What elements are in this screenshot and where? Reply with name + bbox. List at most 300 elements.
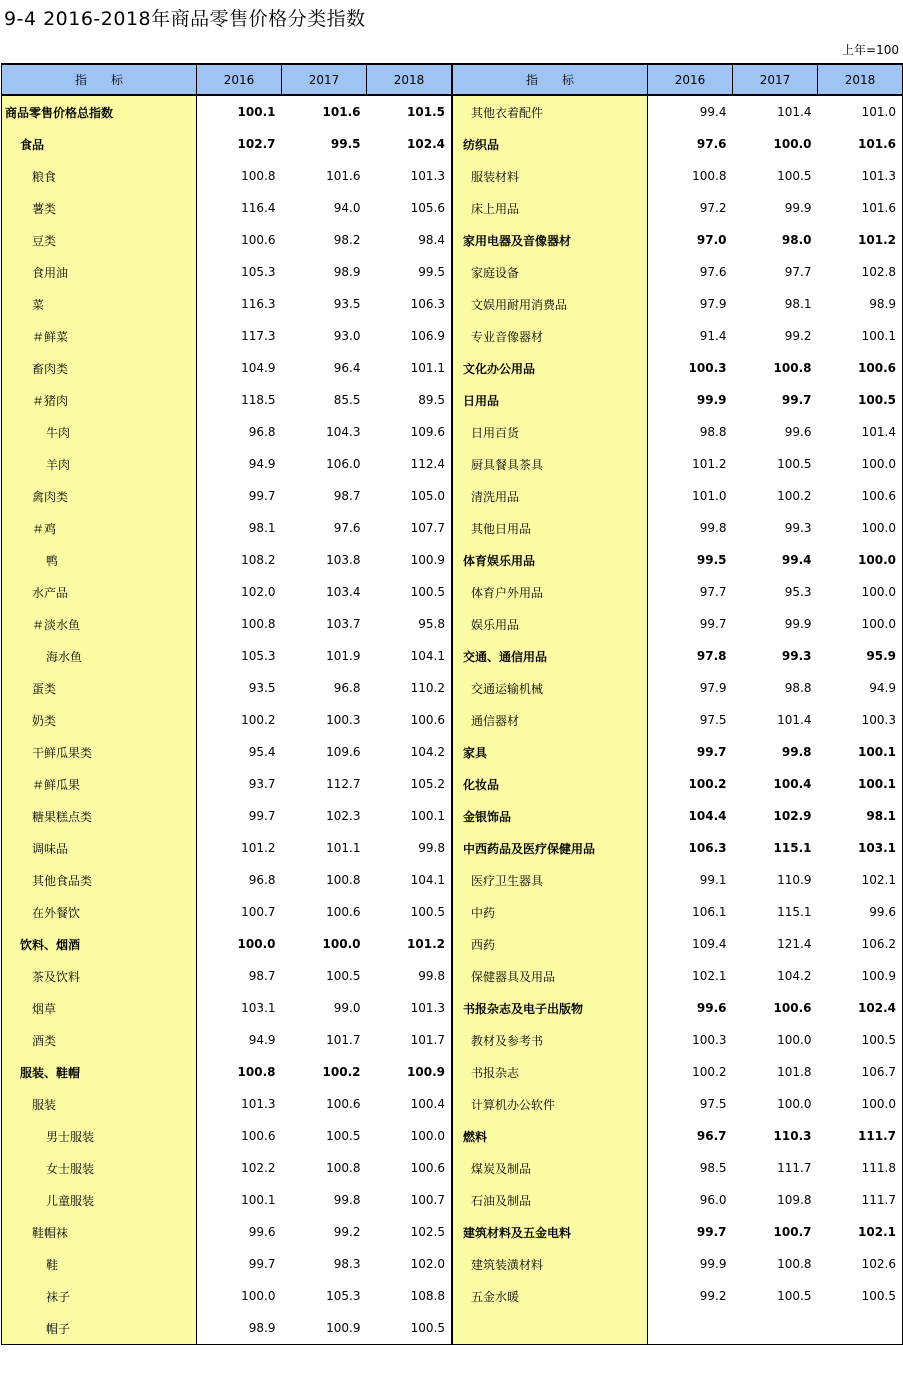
left-value-2016: 101.2 (241, 841, 276, 855)
right-value-2016: 104.4 (688, 809, 727, 823)
left-value-2018: 100.9 (367, 1056, 452, 1088)
right-indicator-name: 家具 (453, 736, 648, 768)
left-value-2017: 100.8 (326, 1161, 361, 1175)
left-value-2018: 109.6 (367, 416, 452, 448)
right-value-2018: 101.4 (818, 416, 903, 448)
left-value-2017: 105.3 (326, 1289, 361, 1303)
table-row (2, 992, 903, 1024)
left-value-2016: 108.2 (241, 553, 276, 567)
right-indicator-name: 医疗卫生器具 (453, 864, 648, 896)
left-value-2016: 98.7 (248, 969, 276, 983)
right-value-2018: 100.5 (818, 1024, 903, 1056)
left-value-2016: 100.8 (241, 169, 276, 183)
right-value-2017: 104.2 (777, 969, 812, 983)
right-value-2017: 111.7 (777, 1161, 812, 1175)
right-value-2016: 99.6 (696, 1001, 727, 1015)
right-value-2018: 100.1 (818, 736, 903, 768)
left-value-2016: 101.3 (241, 1097, 276, 1111)
left-value-2017: 96.4 (333, 361, 361, 375)
left-value-2018: 100.9 (367, 544, 452, 576)
right-value-2018: 100.0 (818, 512, 903, 544)
left-value-2017: 98.3 (333, 1257, 361, 1271)
left-indicator-name: 豆类 (2, 224, 197, 256)
right-value-2016: 100.2 (688, 777, 727, 791)
left-value-2016: 99.7 (248, 1257, 276, 1271)
left-value-2016: 96.8 (248, 425, 276, 439)
right-value-2018: 100.5 (818, 1280, 903, 1312)
left-value-2016: 99.7 (248, 489, 276, 503)
left-value-2016: 96.8 (248, 873, 276, 887)
right-indicator-name: 计算机办公软件 (453, 1088, 648, 1120)
right-value-2017: 100.5 (777, 1289, 812, 1303)
right-indicator-name: 交通、通信用品 (453, 640, 648, 672)
right-indicator-name: 服装材料 (453, 160, 648, 192)
right-value-2017: 100.8 (773, 361, 812, 375)
left-value-2016: 102.2 (241, 1161, 276, 1175)
left-value-2018: 99.8 (367, 960, 452, 992)
left-value-2017: 101.6 (326, 169, 361, 183)
table-row (2, 1024, 903, 1056)
right-value-2016: 99.9 (699, 1257, 727, 1271)
left-value-2017: 103.7 (326, 617, 361, 631)
left-value-2016: 102.0 (241, 585, 276, 599)
left-indicator-name: 粮食 (2, 160, 197, 192)
left-indicator-name: 水产品 (2, 576, 197, 608)
right-value-2017: 100.2 (777, 489, 812, 503)
left-indicator-name: ＃鸡 (2, 512, 197, 544)
right-indicator-name: 日用品 (453, 384, 648, 416)
left-value-2017: 99.2 (333, 1225, 361, 1239)
left-value-2017: 101.7 (326, 1033, 361, 1047)
left-value-2016: 94.9 (248, 1033, 276, 1047)
right-value-2018: 100.0 (818, 608, 903, 640)
table-row (2, 736, 903, 768)
left-value-2018: 112.4 (367, 448, 452, 480)
right-indicator-name: 其他日用品 (453, 512, 648, 544)
left-value-2018: 101.3 (367, 992, 452, 1024)
right-value-2017: 99.6 (784, 425, 812, 439)
left-value-2017: 102.3 (326, 809, 361, 823)
right-value-2018: 100.0 (818, 544, 903, 576)
left-value-2016: 100.8 (241, 617, 276, 631)
right-value-2017: 100.4 (773, 777, 812, 791)
left-value-2017: 104.3 (326, 425, 361, 439)
right-value-2017: 99.7 (781, 393, 812, 407)
table-row (2, 320, 903, 352)
right-indicator-name: 家庭设备 (453, 256, 648, 288)
right-value-2016: 97.6 (696, 137, 727, 151)
left-indicator-name: 食品 (2, 128, 197, 160)
left-value-2016: 94.9 (248, 457, 276, 471)
left-value-2016: 104.9 (241, 361, 276, 375)
header-2017-right: 2017 (733, 64, 818, 95)
right-value-2016: 106.1 (692, 905, 727, 919)
table-row (2, 768, 903, 800)
right-value-2016: 101.0 (692, 489, 727, 503)
left-value-2018: 101.2 (367, 928, 452, 960)
left-value-2017: 94.0 (333, 201, 361, 215)
right-value-2017: 99.4 (781, 553, 812, 567)
left-indicator-name: 薯类 (2, 192, 197, 224)
left-indicator-name: 鞋 (2, 1248, 197, 1280)
left-value-2018: 95.8 (367, 608, 452, 640)
right-value-2017: 109.8 (777, 1193, 812, 1207)
right-value-2016: 100.2 (692, 1065, 727, 1079)
left-value-2016: 99.6 (248, 1225, 276, 1239)
right-value-2018: 101.6 (818, 192, 903, 224)
right-indicator-name: 通信器材 (453, 704, 648, 736)
right-value-2016: 106.3 (688, 841, 727, 855)
left-indicator-name: 调味品 (2, 832, 197, 864)
left-indicator-name: ＃鲜菜 (2, 320, 197, 352)
left-value-2017: 101.9 (326, 649, 361, 663)
left-value-2017: 99.0 (333, 1001, 361, 1015)
left-value-2017: 103.4 (326, 585, 361, 599)
left-value-2016: 93.5 (248, 681, 276, 695)
right-value-2016: 99.9 (696, 393, 727, 407)
table-row (2, 512, 903, 544)
left-value-2017: 98.2 (333, 233, 361, 247)
right-value-2017: 98.8 (784, 681, 812, 695)
left-value-2017: 100.5 (326, 1129, 361, 1143)
left-value-2018: 99.5 (367, 256, 452, 288)
left-value-2018: 104.2 (367, 736, 452, 768)
right-value-2018: 100.6 (818, 352, 903, 384)
left-indicator-name: 服装 (2, 1088, 197, 1120)
table-row (2, 288, 903, 320)
left-value-2018: 100.6 (367, 1152, 452, 1184)
left-value-2018: 100.4 (367, 1088, 452, 1120)
header-row (2, 64, 903, 95)
right-indicator-name: 清洗用品 (453, 480, 648, 512)
left-value-2017: 96.8 (333, 681, 361, 695)
right-value-2018: 101.6 (818, 128, 903, 160)
left-value-2018: 104.1 (367, 640, 452, 672)
right-value-2017: 101.8 (777, 1065, 812, 1079)
left-value-2017: 93.0 (333, 329, 361, 343)
table-row (2, 384, 903, 416)
left-indicator-name: 牛肉 (2, 416, 197, 448)
right-value-2017: 99.9 (784, 617, 812, 631)
right-indicator-name: 西药 (453, 928, 648, 960)
header-2017-left: 2017 (282, 64, 367, 95)
left-indicator-name: 奶类 (2, 704, 197, 736)
right-value-2017: 110.9 (777, 873, 812, 887)
right-value-2016: 100.3 (692, 1033, 727, 1047)
right-indicator-name: 建筑装潢材料 (453, 1248, 648, 1280)
left-value-2016: 100.1 (237, 105, 276, 119)
header-2016-right: 2016 (648, 64, 733, 95)
right-value-2018: 102.4 (818, 992, 903, 1024)
right-value-2018: 100.0 (818, 1088, 903, 1120)
right-value-2017: 98.0 (781, 233, 812, 247)
table-row (2, 192, 903, 224)
table-row (2, 224, 903, 256)
right-value-2017: 100.7 (773, 1225, 812, 1239)
table-row (2, 544, 903, 576)
right-value-2016: 102.1 (692, 969, 727, 983)
left-value-2018: 101.1 (367, 352, 452, 384)
header-2016-left: 2016 (197, 64, 282, 95)
right-value-2018: 102.8 (818, 256, 903, 288)
right-indicator-name: 娱乐用品 (453, 608, 648, 640)
right-indicator-name: 中西药品及医疗保健用品 (453, 832, 648, 864)
right-value-2018: 101.0 (818, 95, 903, 128)
right-value-2016: 97.2 (699, 201, 727, 215)
right-indicator-name: 煤炭及制品 (453, 1152, 648, 1184)
left-indicator-name: 畜肉类 (2, 352, 197, 384)
left-indicator-name: 菜 (2, 288, 197, 320)
table-row (2, 608, 903, 640)
left-indicator-name: 烟草 (2, 992, 197, 1024)
right-value-2018: 99.6 (818, 896, 903, 928)
table-row (2, 1280, 903, 1312)
right-indicator-name: 纺织品 (453, 128, 648, 160)
right-value-2017: 100.5 (777, 457, 812, 471)
table-row (2, 416, 903, 448)
left-value-2018: 98.4 (367, 224, 452, 256)
right-value-2016: 109.4 (692, 937, 727, 951)
left-indicator-name: 其他食品类 (2, 864, 197, 896)
right-value-2018: 100.5 (818, 384, 903, 416)
table-row (2, 672, 903, 704)
right-value-2016: 99.7 (699, 617, 727, 631)
right-value-2018: 111.7 (818, 1120, 903, 1152)
left-indicator-name: 儿童服装 (2, 1184, 197, 1216)
right-value-2017: 100.5 (777, 169, 812, 183)
left-value-2016: 100.6 (241, 233, 276, 247)
left-indicator-name: 饮料、烟酒 (2, 928, 197, 960)
right-value-2018: 100.6 (818, 480, 903, 512)
right-value-2016 (648, 1312, 733, 1345)
left-value-2018: 100.5 (367, 896, 452, 928)
table-row (2, 960, 903, 992)
left-indicator-name: 服装、鞋帽 (2, 1056, 197, 1088)
table-row (2, 1248, 903, 1280)
right-value-2016: 97.0 (696, 233, 727, 247)
left-indicator-name: ＃淡水鱼 (2, 608, 197, 640)
right-value-2016: 98.5 (699, 1161, 727, 1175)
right-value-2016: 96.0 (699, 1193, 727, 1207)
left-value-2017: 98.7 (333, 489, 361, 503)
left-indicator-name: 食用油 (2, 256, 197, 288)
table-row (2, 1088, 903, 1120)
right-indicator-name: 建筑材料及五金电料 (453, 1216, 648, 1248)
left-value-2018: 101.5 (367, 95, 452, 128)
right-value-2016: 97.6 (699, 265, 727, 279)
right-value-2017: 100.0 (777, 1033, 812, 1047)
right-value-2017: 97.7 (784, 265, 812, 279)
right-value-2016: 97.5 (699, 713, 727, 727)
right-value-2016: 99.1 (699, 873, 727, 887)
right-value-2016: 100.8 (692, 169, 727, 183)
left-value-2016: 100.8 (237, 1065, 276, 1079)
left-indicator-name: 在外餐饮 (2, 896, 197, 928)
table-row (2, 1312, 903, 1345)
left-value-2018: 100.1 (367, 800, 452, 832)
table-body (2, 95, 903, 1345)
right-value-2017: 98.1 (784, 297, 812, 311)
left-indicator-name: ＃猪肉 (2, 384, 197, 416)
right-value-2017: 115.1 (777, 905, 812, 919)
right-value-2016: 99.4 (699, 105, 727, 119)
left-value-2017: 100.0 (322, 937, 361, 951)
table-row (2, 928, 903, 960)
right-value-2018: 111.7 (818, 1184, 903, 1216)
left-value-2017: 100.8 (326, 873, 361, 887)
table-row (2, 352, 903, 384)
left-value-2018: 99.8 (367, 832, 452, 864)
left-value-2017: 97.6 (333, 521, 361, 535)
left-value-2018: 105.6 (367, 192, 452, 224)
right-value-2016: 101.2 (692, 457, 727, 471)
right-value-2017 (733, 1312, 818, 1345)
table-row (2, 160, 903, 192)
table-row (2, 1120, 903, 1152)
left-value-2018: 100.6 (367, 704, 452, 736)
left-indicator-name: 茶及饮料 (2, 960, 197, 992)
left-value-2016: 117.3 (241, 329, 276, 343)
left-value-2017: 98.9 (333, 265, 361, 279)
left-value-2016: 100.1 (241, 1193, 276, 1207)
left-value-2016: 100.0 (237, 937, 276, 951)
left-value-2016: 95.4 (248, 745, 276, 759)
left-indicator-name: 羊肉 (2, 448, 197, 480)
left-value-2016: 116.4 (241, 201, 276, 215)
left-indicator-name: 禽肉类 (2, 480, 197, 512)
right-value-2017: 101.4 (777, 105, 812, 119)
right-indicator-name: 中药 (453, 896, 648, 928)
left-value-2017: 112.7 (326, 777, 361, 791)
right-indicator-name: 床上用品 (453, 192, 648, 224)
right-indicator-name: 保健器具及用品 (453, 960, 648, 992)
left-value-2017: 100.3 (326, 713, 361, 727)
left-value-2018: 100.5 (367, 1312, 452, 1345)
left-value-2016: 118.5 (241, 393, 276, 407)
header-2018-right: 2018 (818, 64, 903, 95)
left-value-2016: 98.1 (248, 521, 276, 535)
right-value-2018: 100.3 (818, 704, 903, 736)
left-value-2018: 102.0 (367, 1248, 452, 1280)
left-value-2017: 101.6 (322, 105, 361, 119)
left-value-2016: 100.6 (241, 1129, 276, 1143)
left-value-2018: 110.2 (367, 672, 452, 704)
left-value-2016: 100.2 (241, 713, 276, 727)
table-row (2, 864, 903, 896)
right-value-2016: 100.3 (688, 361, 727, 375)
left-value-2016: 100.0 (241, 1289, 276, 1303)
right-indicator-name: 书报杂志及电子出版物 (453, 992, 648, 1024)
left-indicator-name: 男士服装 (2, 1120, 197, 1152)
table-row (2, 1216, 903, 1248)
right-indicator-name: 家用电器及音像器材 (453, 224, 648, 256)
left-value-2016: 98.9 (197, 1312, 282, 1345)
left-value-2017: 100.5 (326, 969, 361, 983)
left-value-2018: 104.1 (367, 864, 452, 896)
left-value-2016: 116.3 (241, 297, 276, 311)
right-value-2016: 97.5 (699, 1097, 727, 1111)
left-value-2017: 85.5 (333, 393, 361, 407)
left-value-2018: 106.3 (367, 288, 452, 320)
right-value-2018: 100.1 (818, 768, 903, 800)
left-indicator-name: 糖果糕点类 (2, 800, 197, 832)
left-value-2017: 106.0 (326, 457, 361, 471)
left-value-2018: 100.5 (367, 576, 452, 608)
right-value-2017: 100.0 (773, 137, 812, 151)
right-value-2016: 99.7 (696, 1225, 727, 1239)
left-indicator-name: 袜子 (2, 1280, 197, 1312)
right-value-2018: 100.0 (818, 448, 903, 480)
right-indicator-name: 教材及参考书 (453, 1024, 648, 1056)
price-index-table (1, 63, 903, 1345)
right-indicator-name: 五金水暖 (453, 1280, 648, 1312)
right-indicator-name: 厨具餐具茶具 (453, 448, 648, 480)
left-indicator-name: 女士服装 (2, 1152, 197, 1184)
table-row (2, 256, 903, 288)
right-value-2017: 100.0 (777, 1097, 812, 1111)
table-row (2, 640, 903, 672)
left-indicator-name: 鞋帽袜 (2, 1216, 197, 1248)
right-indicator-name: 文娱用耐用消费品 (453, 288, 648, 320)
unit-note: 上年=100 (842, 43, 899, 57)
header-indicator-left: 指 标 (2, 64, 197, 95)
table-row (2, 704, 903, 736)
left-value-2018: 105.0 (367, 480, 452, 512)
left-indicator-name: 酒类 (2, 1024, 197, 1056)
left-value-2017: 100.9 (282, 1312, 367, 1345)
left-value-2016: 93.7 (248, 777, 276, 791)
right-value-2018: 102.1 (818, 864, 903, 896)
left-value-2017: 99.5 (330, 137, 361, 151)
table-row (2, 800, 903, 832)
right-value-2018: 100.1 (818, 320, 903, 352)
right-value-2017: 99.2 (784, 329, 812, 343)
left-value-2016: 105.3 (241, 265, 276, 279)
right-value-2016: 99.8 (699, 521, 727, 535)
right-indicator-name: 体育户外用品 (453, 576, 648, 608)
right-value-2018: 103.1 (818, 832, 903, 864)
left-indicator-name: 海水鱼 (2, 640, 197, 672)
right-value-2017: 100.8 (777, 1257, 812, 1271)
right-value-2017: 110.3 (773, 1129, 812, 1143)
left-value-2018: 101.3 (367, 160, 452, 192)
left-value-2016: 105.3 (241, 649, 276, 663)
right-value-2018 (818, 1312, 903, 1345)
table-row (2, 832, 903, 864)
right-value-2018: 95.9 (818, 640, 903, 672)
right-value-2016: 98.8 (699, 425, 727, 439)
right-value-2018: 102.1 (818, 1216, 903, 1248)
right-indicator-name (453, 1312, 648, 1345)
table-row (2, 896, 903, 928)
right-value-2018: 94.9 (818, 672, 903, 704)
right-value-2018: 101.3 (818, 160, 903, 192)
left-value-2017: 101.1 (326, 841, 361, 855)
left-value-2016: 100.7 (241, 905, 276, 919)
table-row (2, 1152, 903, 1184)
right-value-2017: 99.3 (784, 521, 812, 535)
left-indicator-name: 鸭 (2, 544, 197, 576)
left-value-2016: 102.7 (237, 137, 276, 151)
table-row (2, 1184, 903, 1216)
left-value-2018: 89.5 (367, 384, 452, 416)
left-value-2018: 105.2 (367, 768, 452, 800)
left-value-2018: 100.0 (367, 1120, 452, 1152)
right-value-2016: 96.7 (696, 1129, 727, 1143)
left-value-2018: 100.7 (367, 1184, 452, 1216)
left-indicator-name: ＃鲜瓜果 (2, 768, 197, 800)
right-value-2016: 97.7 (699, 585, 727, 599)
